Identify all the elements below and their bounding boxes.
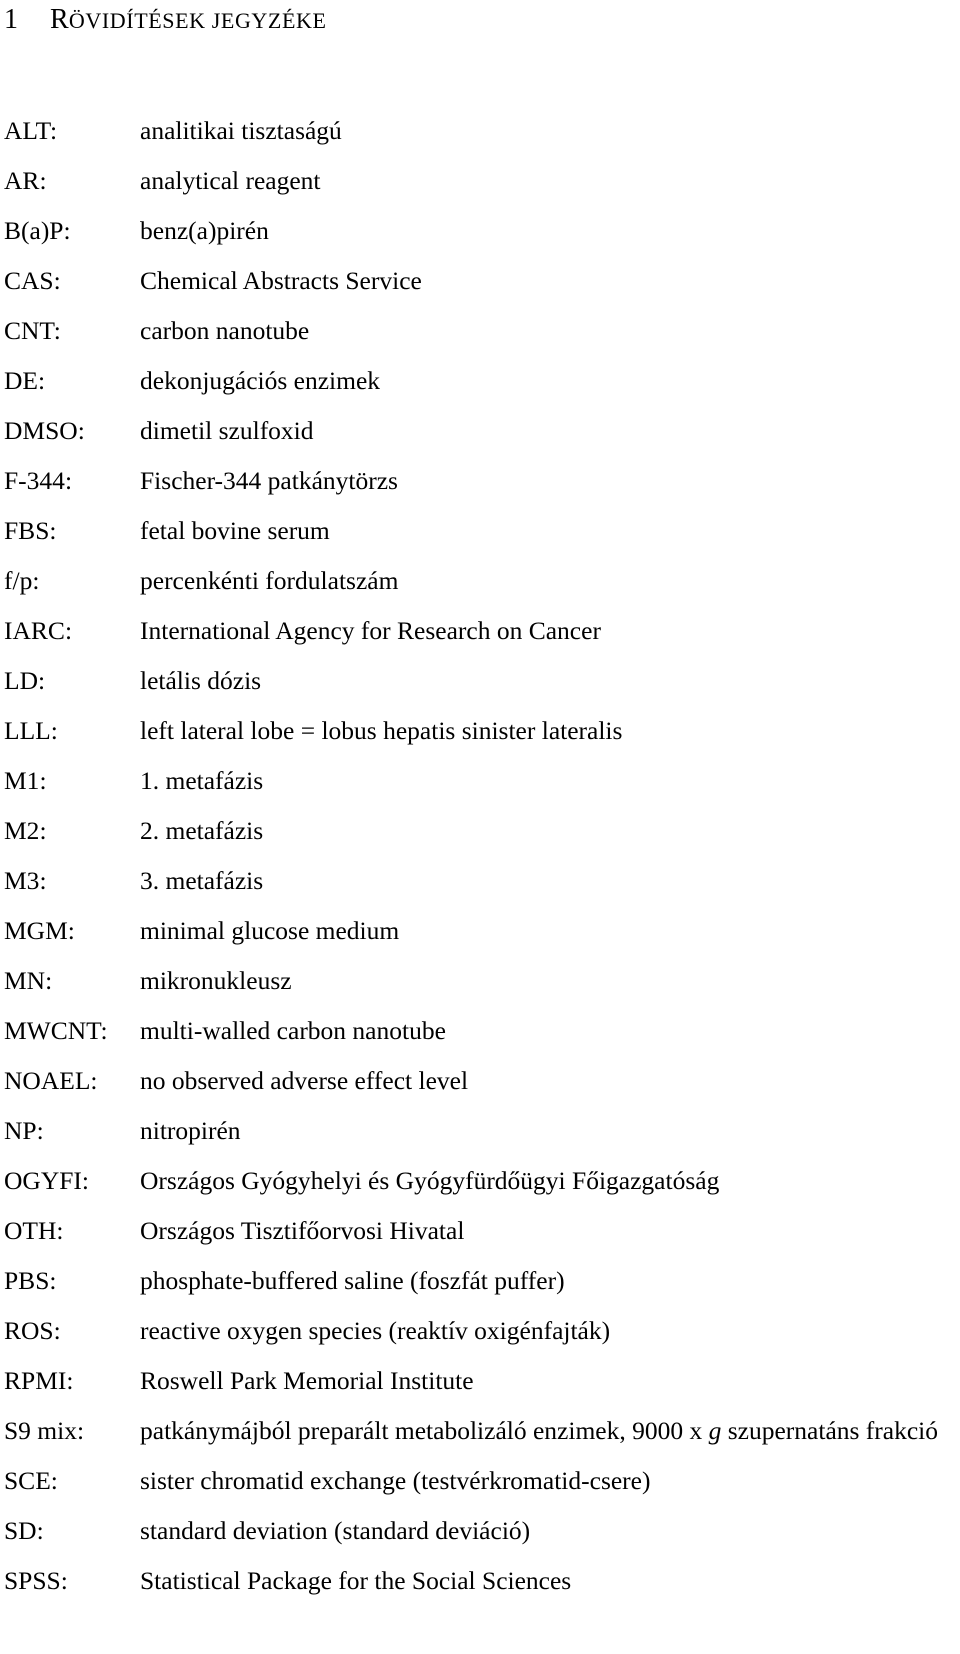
- heading-title-rest: ÖVIDÍTÉSEK JEGYZÉKE: [68, 8, 327, 33]
- list-item: [4, 656, 960, 706]
- abbreviation-key: AR: [4, 166, 40, 195]
- definition-text-part: szupernatáns frakció: [721, 1416, 939, 1445]
- abbreviation-term: [4, 1356, 140, 1406]
- abbreviation-colon: :: [90, 1066, 98, 1095]
- abbreviation-colon: :: [77, 416, 85, 445]
- abbreviation-term: [4, 1256, 140, 1306]
- abbreviation-colon: :: [36, 1116, 44, 1145]
- abbreviation-key: S9 mix: [4, 1416, 77, 1445]
- list-item: [4, 1056, 960, 1106]
- abbreviation-key: ALT: [4, 116, 50, 145]
- list-item: [4, 906, 960, 956]
- list-item: [4, 556, 960, 606]
- abbreviation-definition: nitropirén: [140, 1116, 241, 1145]
- abbreviation-colon: :: [60, 1566, 68, 1595]
- abbreviation-term: [4, 756, 140, 806]
- list-item: [4, 756, 960, 806]
- list-item: [4, 206, 960, 256]
- abbreviation-colon: :: [56, 1216, 64, 1245]
- list-item: [4, 856, 960, 906]
- abbreviation-term: [4, 906, 140, 956]
- abbreviation-term: [4, 1206, 140, 1256]
- abbreviation-colon: :: [49, 1266, 57, 1295]
- abbreviation-term: [4, 206, 140, 256]
- abbreviation-term: [4, 256, 140, 306]
- abbreviation-colon: :: [36, 1516, 44, 1545]
- abbreviation-definition: benz(a)pirén: [140, 216, 269, 245]
- abbreviation-term: [4, 1506, 140, 1556]
- abbreviation-definition: minimal glucose medium: [140, 916, 400, 945]
- abbreviation-term: [4, 1006, 140, 1056]
- abbreviation-colon: :: [39, 766, 47, 795]
- abbreviation-key: LD: [4, 666, 38, 695]
- list-item: [4, 106, 960, 156]
- abbreviation-key: SD: [4, 1516, 37, 1545]
- abbreviation-term: [4, 956, 140, 1006]
- abbreviation-term: [4, 106, 140, 156]
- abbreviation-term: [4, 1406, 140, 1456]
- abbreviation-term: [4, 406, 140, 456]
- abbreviation-key: ROS: [4, 1316, 54, 1345]
- abbreviation-definition: Fischer-344 patkánytörzs: [140, 466, 398, 495]
- abbreviation-term: [4, 856, 140, 906]
- abbreviation-term: [4, 656, 140, 706]
- abbreviation-key: f/p: [4, 566, 33, 595]
- list-item: [4, 306, 960, 356]
- abbreviation-key: NP: [4, 1116, 37, 1145]
- abbreviation-definition: Országos Tisztifőorvosi Hivatal: [140, 1216, 465, 1245]
- abbreviation-key: M3: [4, 866, 40, 895]
- abbreviation-definition: analytical reagent: [140, 166, 321, 195]
- definition-italic-symbol: g: [708, 1416, 722, 1445]
- abbreviation-definition: dimetil szulfoxid: [140, 416, 314, 445]
- list-item: [4, 606, 960, 656]
- abbreviation-definition: percenkénti fordulatszám: [140, 566, 399, 595]
- abbreviation-colon: :: [66, 1366, 74, 1395]
- abbreviation-term: [4, 556, 140, 606]
- abbreviation-key: OTH: [4, 1216, 57, 1245]
- abbreviation-definition: [140, 1406, 960, 1456]
- abbreviation-colon: :: [53, 1316, 61, 1345]
- abbreviation-term: [4, 356, 140, 406]
- abbreviation-colon: :: [39, 166, 47, 195]
- abbreviation-key: NOAEL: [4, 1066, 91, 1095]
- abbreviation-key: M2: [4, 816, 40, 845]
- abbreviation-definition: left lateral lobe = lobus hepatis sinister lateralis: [140, 716, 623, 745]
- abbreviation-colon: :: [32, 566, 40, 595]
- abbreviation-term: [4, 1306, 140, 1356]
- abbreviation-term: [4, 1156, 140, 1206]
- abbreviation-colon: :: [100, 1016, 108, 1045]
- abbreviation-definition: 1. metafázis: [140, 766, 264, 795]
- list-item: [4, 806, 960, 856]
- abbreviation-definition: fetal bovine serum: [140, 516, 330, 545]
- abbreviation-colon: :: [64, 466, 73, 495]
- abbreviation-key: IARC: [4, 616, 65, 645]
- abbreviation-definition: Országos Gyógyhelyi és Gyógyfürdőügyi Főigazgatóság: [140, 1166, 720, 1195]
- abbreviation-colon: :: [39, 816, 47, 845]
- abbreviation-key: CAS: [4, 266, 54, 295]
- list-item: [4, 1406, 960, 1456]
- list-item: [4, 256, 960, 306]
- abbreviation-colon: :: [76, 1416, 85, 1445]
- abbreviation-key: SCE: [4, 1466, 51, 1495]
- heading-number: 1: [4, 4, 19, 35]
- abbreviation-key: LLL: [4, 716, 51, 745]
- list-item: [4, 1456, 960, 1506]
- list-item: [4, 1556, 960, 1606]
- list-item: [4, 456, 960, 506]
- abbreviation-colon: :: [63, 216, 71, 245]
- list-item: [4, 356, 960, 406]
- abbreviation-colon: :: [53, 266, 61, 295]
- abbreviation-colon: :: [67, 916, 75, 945]
- definition-text-part: patkánymájból preparált metabolizáló enzimek, 9000 x: [140, 1416, 709, 1445]
- list-item: [4, 1256, 960, 1306]
- abbreviation-definition: no observed adverse effect level: [140, 1066, 469, 1095]
- abbreviation-definition: Roswell Park Memorial Institute: [140, 1366, 474, 1395]
- abbreviation-definition: multi-walled carbon nanotube: [140, 1016, 446, 1045]
- abbreviation-key: OGYFI: [4, 1166, 82, 1195]
- list-item: [4, 706, 960, 756]
- abbreviation-definition: mikronukleusz: [140, 966, 292, 995]
- list-item: [4, 1356, 960, 1406]
- abbreviation-term: [4, 156, 140, 206]
- list-item: [4, 156, 960, 206]
- abbreviation-term: [4, 1456, 140, 1506]
- abbreviation-definition: analitikai tisztaságú: [140, 116, 342, 145]
- abbreviation-definition: letális dózis: [140, 666, 262, 695]
- abbreviation-definition: Statistical Package for the Social Sciences: [140, 1566, 572, 1595]
- abbreviation-colon: :: [45, 966, 53, 995]
- abbreviation-key: PBS: [4, 1266, 50, 1295]
- abbreviation-definition: International Agency for Research on Cancer: [140, 616, 601, 645]
- abbreviation-definition: carbon nanotube: [140, 316, 310, 345]
- abbreviation-definition: sister chromatid exchange (testvérkromatid-csere): [140, 1466, 651, 1495]
- abbreviation-key: FBS: [4, 516, 50, 545]
- abbreviation-definition: 2. metafázis: [140, 816, 264, 845]
- heading-title-first-letter: R: [50, 4, 69, 35]
- abbreviation-colon: :: [53, 316, 61, 345]
- abbreviation-term: [4, 706, 140, 756]
- list-item: [4, 1106, 960, 1156]
- abbreviation-term: [4, 806, 140, 856]
- abbreviation-colon: :: [64, 616, 73, 645]
- abbreviation-definition: phosphate-buffered saline (foszfát puffer): [140, 1266, 565, 1295]
- abbreviation-definition: standard deviation (standard deviáció): [140, 1516, 531, 1545]
- abbreviation-key: RPMI: [4, 1366, 67, 1395]
- list-item: [4, 406, 960, 456]
- list-item: [4, 1206, 960, 1256]
- list-item: [4, 1006, 960, 1056]
- abbreviation-colon: :: [50, 716, 58, 745]
- abbreviation-colon: :: [49, 516, 57, 545]
- abbreviation-key: F-344: [4, 466, 65, 495]
- list-item: [4, 1306, 960, 1356]
- abbreviation-definition: dekonjugációs enzimek: [140, 366, 381, 395]
- list-item: [4, 1156, 960, 1206]
- abbreviation-definition: Chemical Abstracts Service: [140, 266, 422, 295]
- abbreviation-key: DE: [4, 366, 38, 395]
- abbreviation-key: MGM: [4, 916, 68, 945]
- abbreviation-key: SPSS: [4, 1566, 61, 1595]
- abbreviation-key: MWCNT: [4, 1016, 101, 1045]
- abbreviation-definition: reactive oxygen species (reaktív oxigénfajták): [140, 1316, 611, 1345]
- abbreviation-term: [4, 1556, 140, 1606]
- abbreviation-colon: :: [50, 1466, 58, 1495]
- page-heading: [4, 2, 327, 39]
- list-item: [4, 506, 960, 556]
- abbreviation-colon: :: [38, 366, 46, 395]
- abbreviation-key: CNT: [4, 316, 54, 345]
- abbreviation-key: B(a)P: [4, 216, 64, 245]
- list-item: [4, 1506, 960, 1556]
- abbreviation-term: [4, 506, 140, 556]
- abbreviation-key: MN: [4, 966, 46, 995]
- abbreviation-term: [4, 306, 140, 356]
- list-item: [4, 956, 960, 1006]
- abbreviation-definition: 3. metafázis: [140, 866, 264, 895]
- abbreviation-key: M1: [4, 766, 40, 795]
- abbreviation-colon: :: [81, 1166, 90, 1195]
- abbreviation-colon: :: [39, 866, 47, 895]
- abbreviation-term: [4, 1056, 140, 1106]
- abbreviation-colon: :: [38, 666, 46, 695]
- abbreviation-list: [4, 106, 960, 1606]
- abbreviation-key: DMSO: [4, 416, 78, 445]
- abbreviation-term: [4, 1106, 140, 1156]
- abbreviation-colon: :: [49, 116, 58, 145]
- abbreviation-term: [4, 456, 140, 506]
- abbreviation-term: [4, 606, 140, 656]
